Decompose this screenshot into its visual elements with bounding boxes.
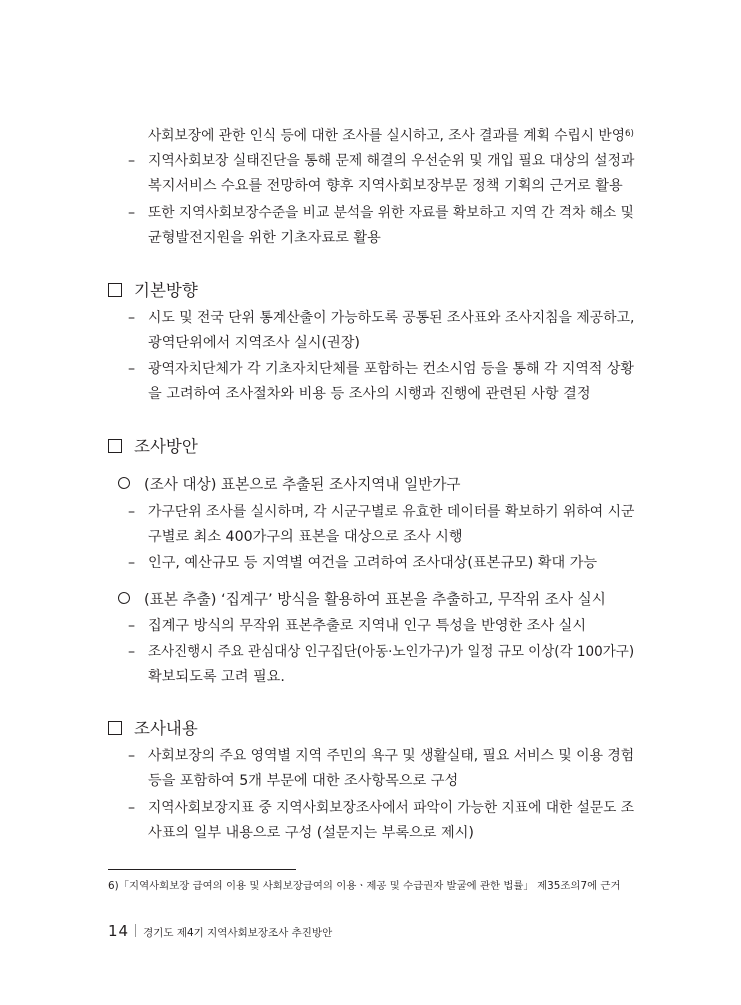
bullet-text: 구별로 최소 400가구의 표본을 대상으로 조사 시행: [148, 529, 463, 545]
bullet-text: 을 고려하여 조사절차와 비용 등 조사의 시행과 진행에 관련된 사항 결정: [148, 386, 591, 402]
bullet-dash: –: [128, 644, 136, 660]
bullet-text: 지역사회보장지표 중 지역사회보장조사에서 파악이 가능한 지표에 대한 설문도 조: [148, 800, 635, 816]
square-bullet-icon: [108, 283, 122, 297]
bullet-text: 광역자치단체가 각 기초자치단체를 포함하는 컨소시엄 등을 통해 각 지역적 상황: [148, 361, 634, 377]
bullet-dash: –: [128, 618, 136, 634]
intro-line: 사회보장에 관한 인식 등에 대한 조사를 실시하고, 조사 결과를 계획 수립시 반영$^{6)}$: [148, 128, 634, 144]
bullet-dash: –: [128, 153, 136, 169]
bullet-dash: –: [128, 748, 136, 764]
section-heading: 기본방향: [108, 280, 198, 302]
bullet-text: 가구단위 조사를 실시하며, 각 시군구별로 유효한 데이터를 확보하기 위하여 시군: [148, 504, 635, 520]
square-bullet-icon: [108, 439, 122, 453]
bullet-dash: –: [128, 504, 136, 520]
footer-title: 경기도 제4기 지역사회보장조사 추진방안: [143, 927, 333, 939]
bullet-text: 또한 지역사회보장수준을 비교 분석을 위한 자료를 확보하고 지역 간 격차 해소 및: [148, 205, 634, 221]
bullet-text: 확보되도록 고려 필요.: [148, 669, 285, 685]
footnote: 6)「지역사회보장 급여의 이용 및 사회보장급여의 이용ㆍ제공 및 수급권자 발굴에 관한 법률」 제35조의7에 근거: [108, 880, 621, 892]
bullet-text: 등을 포함하여 5개 부문에 대한 조사항목으로 구성: [148, 773, 459, 789]
bullet-dash: –: [128, 205, 136, 221]
bullet-text: 균형발전지원을 위한 기초자료로 활용: [148, 230, 381, 246]
circle-bullet-icon: [118, 592, 130, 604]
bullet-text: 사회보장의 주요 영역별 지역 주민의 욕구 및 생활실태, 필요 서비스 및 이용 경험: [148, 748, 635, 764]
bullet-text: 조사진행시 주요 관심대상 인구집단(아동·노인가구)가 일정 규모 이상(각 100가구): [148, 644, 635, 660]
bullet-dash: –: [128, 800, 136, 816]
footer-separator: [135, 924, 136, 937]
section-heading: 조사내용: [108, 718, 198, 740]
bullet-text: 시도 및 전국 단위 통계산출이 가능하도록 공통된 조사표와 조사지침을 제공하고,: [148, 310, 635, 326]
sub-item: (표본 추출) ‘집계구’ 방식을 활용하여 표본을 추출하고, 무작위 조사 실시: [118, 590, 606, 610]
square-bullet-icon: [108, 721, 122, 735]
page-number: 14: [108, 922, 130, 940]
bullet-text: 지역사회보장 실태진단을 통해 문제 해결의 우선순위 및 개입 필요 대상의 설정과: [148, 153, 635, 169]
circle-bullet-icon: [118, 477, 130, 489]
bullet-dash: –: [128, 310, 136, 326]
bullet-text: 집계구 방식의 무작위 표본추출로 지역내 인구 특성을 반영한 조사 실시: [148, 618, 587, 634]
bullet-text: 사표의 일부 내용으로 구성 (설문지는 부록으로 제시): [148, 825, 474, 841]
section-heading: 조사방안: [108, 436, 198, 458]
bullet-dash: –: [128, 555, 136, 571]
footnote-ref: 6): [624, 129, 634, 139]
sub-item: (조사 대상) 표본으로 추출된 조사지역내 일반가구: [118, 475, 461, 495]
bullet-dash: –: [128, 361, 136, 377]
bullet-text: 복지서비스 수요를 전망하여 향후 지역사회보장부문 정책 기획의 근거로 활용: [148, 178, 623, 194]
bullet-text: 광역단위에서 지역조사 실시(권장): [148, 335, 360, 351]
footnote-divider: [108, 869, 296, 870]
page-footer: [108, 921, 332, 940]
bullet-text: 인구, 예산규모 등 지역별 여건을 고려하여 조사대상(표본규모) 확대 가능: [148, 555, 598, 571]
